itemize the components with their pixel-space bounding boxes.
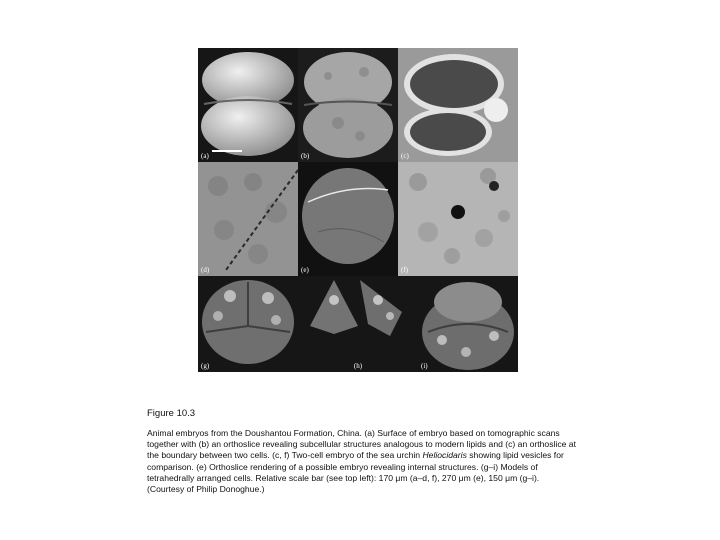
panel-label: (f)	[401, 266, 408, 274]
cell-cluster-model-image	[418, 276, 518, 372]
panel-label: (b)	[301, 152, 310, 160]
caption-body	[147, 428, 577, 484]
panel-label: (i)	[421, 362, 428, 370]
figure-panel-d	[198, 162, 298, 276]
lipid-vesicles-image	[398, 162, 518, 276]
panel-label: (d)	[201, 266, 210, 274]
caption-text-part-1: Animal embryos from the Doushantou Formation, China. (a) Surface of embryo based on tomographic scans together with (b) an orthoslice revealing subcellular structures analogous to modern lipids and (c) an orthoslice at the boundary between two cells. (c, f) Two-cell embryo of the sea urchin	[147, 428, 576, 461]
figure-panel-h	[298, 276, 418, 372]
figure-panel-b	[298, 48, 398, 162]
orthoslice-rendering-image	[298, 162, 398, 276]
exploded-cell-model-image	[298, 276, 418, 372]
orthoslice-detail-image	[198, 162, 298, 276]
panel-label: (h)	[353, 362, 363, 370]
panel-label: (c)	[401, 152, 409, 160]
figure-caption	[147, 428, 577, 495]
caption-species-name: Heliocidaris	[422, 450, 467, 461]
embryo-surface-image	[198, 48, 298, 162]
scale-bar	[212, 150, 242, 152]
caption-text-part-2: showing lipid vesicles for comparison. (e) Orthoslice rendering of a possible embryo revealing internal structures. (g–i) Models of tetrahedrally arranged cells. Relative scale bar (see top left): 170 μm (a–d, f), 270 μm (e), 150 μm (g–i).	[147, 450, 564, 483]
panel-label: (e)	[301, 266, 309, 274]
sea-urchin-embryo-image	[398, 48, 518, 162]
figure-title: Figure 10.3	[147, 408, 196, 419]
panel-label: (a)	[201, 152, 209, 160]
figure-panel-i	[418, 276, 518, 372]
figure-panel-e	[298, 162, 398, 276]
figure-panel-a	[198, 48, 298, 162]
tetrahedral-model-image	[198, 276, 298, 372]
figure-panel-f	[398, 162, 518, 276]
figure-panel-g	[198, 276, 298, 372]
caption-credit: (Courtesy of Philip Donoghue.)	[147, 484, 265, 495]
figure-panel-c	[398, 48, 518, 162]
orthoslice-image	[298, 48, 398, 162]
panel-label: (g)	[201, 362, 210, 370]
